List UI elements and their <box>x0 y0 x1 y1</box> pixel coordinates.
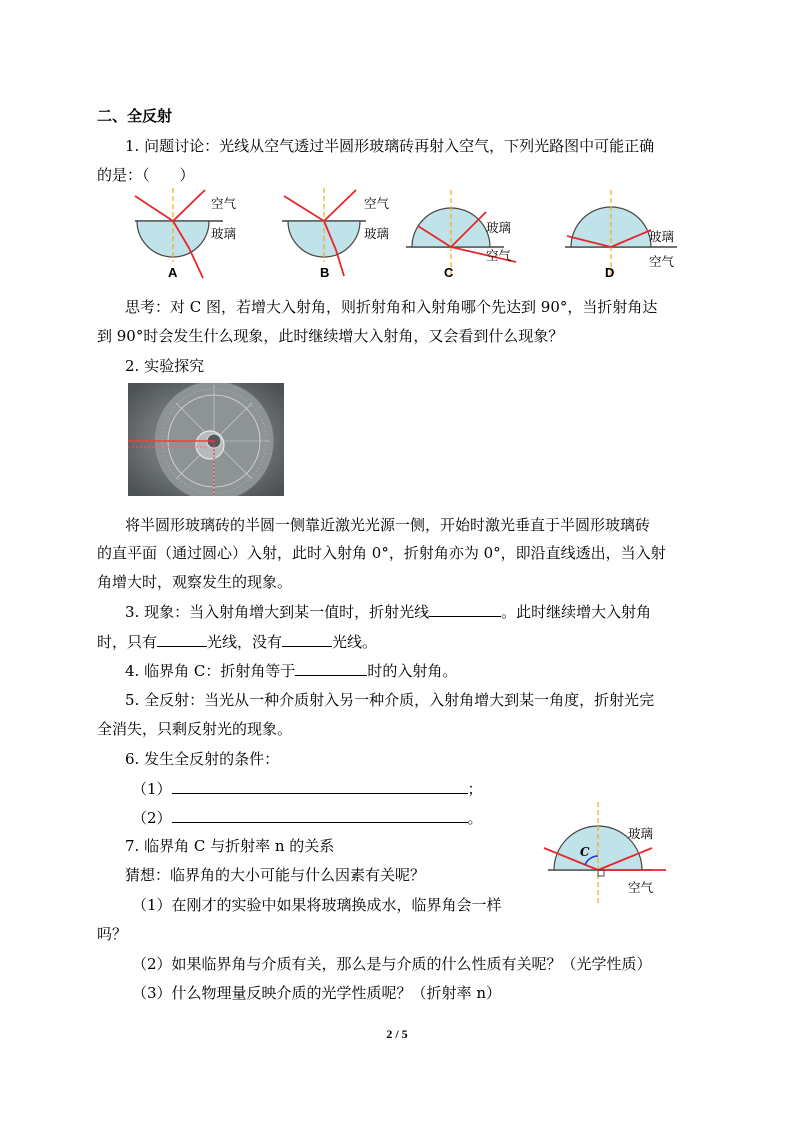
q7-title: 7. 临界角 C 与折射率 n 的关系 <box>125 837 335 855</box>
q7-guess: 猜想：临界角的大小可能与什么因素有关呢？ <box>125 866 426 884</box>
critical-angle-label: C <box>580 845 590 859</box>
q3-blank-1[interactable] <box>429 601 501 617</box>
q3-text-c: 时，只有 <box>97 633 158 651</box>
q7-sub2: （2）如果临界角与介质有关，那么是与介质的什么性质有关呢？（光学性质） <box>132 955 652 973</box>
fig-b-letter: B <box>320 265 330 280</box>
fig7-air-label: 空气 <box>628 880 654 895</box>
figure-b <box>278 186 403 282</box>
experiment-line1: 将半圆形玻璃砖的半圆一侧靠近激光光源一侧，开始时激光垂直于半圆形玻璃砖 <box>125 516 651 534</box>
q6-blank-1[interactable] <box>172 778 468 794</box>
q3-line2 <box>97 631 377 652</box>
q6-c1-end: ； <box>467 780 483 798</box>
q3-text-a: 3. 现象：当入射角增大到某一值时，折射光线 <box>125 603 430 621</box>
q6-c1-label: （1） <box>132 780 172 798</box>
q4-text-a: 4. 临界角 C：折射角等于 <box>125 662 296 680</box>
fig-b-glass-label: 玻璃 <box>364 226 390 241</box>
experiment-photo <box>128 383 284 496</box>
q3-blank-3[interactable] <box>282 631 332 647</box>
fig-d-air-label: 空气 <box>649 254 675 269</box>
q7-sub1-line1: （1）在刚才的实验中如果将玻璃换成水，临界角会一样 <box>132 896 502 914</box>
fig-c-air-label: 空气 <box>486 248 512 263</box>
q3-text-d: 光线，没有 <box>207 633 283 651</box>
experiment-line2: 的直平面（通过圆心）入射，此时入射角 0°，折射角亦为 0°，即沿直线透出，当入射 <box>97 544 666 562</box>
q6-c2-end: 。 <box>467 809 483 827</box>
q3-line1 <box>125 601 651 622</box>
section-title: 二、全反射 <box>97 107 173 125</box>
figure-d <box>555 186 695 282</box>
q6-condition-2 <box>132 807 483 828</box>
fig-a-air-label: 空气 <box>211 196 237 211</box>
q7-sub1-line2: 吗？ <box>97 925 128 943</box>
q4-text-b: 时的入射角。 <box>367 662 458 680</box>
experiment-line3: 角增大时，观察发生的现象。 <box>97 573 293 591</box>
q6-c2-label: （2） <box>132 809 172 827</box>
q5-line1: 5. 全反射：当光从一种介质射入另一种介质，入射角增大到某一角度，折射光完 <box>125 691 655 709</box>
figure-a <box>125 186 260 282</box>
q6-condition-1 <box>132 778 483 799</box>
figure-c <box>404 186 554 282</box>
fig-a-letter: A <box>168 265 178 280</box>
q4-line <box>125 660 457 681</box>
q3-text-b: 。此时继续增大入射角 <box>501 603 652 621</box>
q6-title: 6. 发生全反射的条件： <box>125 750 280 768</box>
think-line2: 到 90°时会发生什么现象，此时继续增大入射角，又会看到什么现象？ <box>97 327 564 345</box>
fig-a-glass-label: 玻璃 <box>211 226 237 241</box>
fig-d-glass-label: 玻璃 <box>649 229 675 244</box>
q2-title: 2. 实验探究 <box>125 357 205 375</box>
q5-line2: 全消失，只剩反射光的现象。 <box>97 720 293 738</box>
q7-sub3: （3）什么物理量反映介质的光学性质呢？（折射率 n） <box>132 984 501 1002</box>
fig-c-glass-label: 玻璃 <box>486 220 512 235</box>
q3-text-e: 光线。 <box>332 633 378 651</box>
fig-d-letter: D <box>605 265 615 280</box>
q3-blank-2[interactable] <box>157 631 207 647</box>
critical-angle-figure <box>540 800 700 908</box>
page-number: 2 / 5 <box>386 1027 408 1041</box>
fig-c-letter: C <box>444 265 454 280</box>
fig7-glass-label: 玻璃 <box>628 826 654 841</box>
think-line1: 思考：对 C 图，若增大入射角，则折射角和入射角哪个先达到 90°，当折射角达 <box>125 298 658 316</box>
q4-blank[interactable] <box>295 660 367 676</box>
q6-blank-2[interactable] <box>172 807 468 823</box>
q1-line2: 的是：（ ） <box>97 166 195 184</box>
fig-b-air-label: 空气 <box>364 196 390 211</box>
q1-line1: 1. 问题讨论：光线从空气透过半圆形玻璃砖再射入空气，下列光路图中可能正确 <box>125 137 655 155</box>
